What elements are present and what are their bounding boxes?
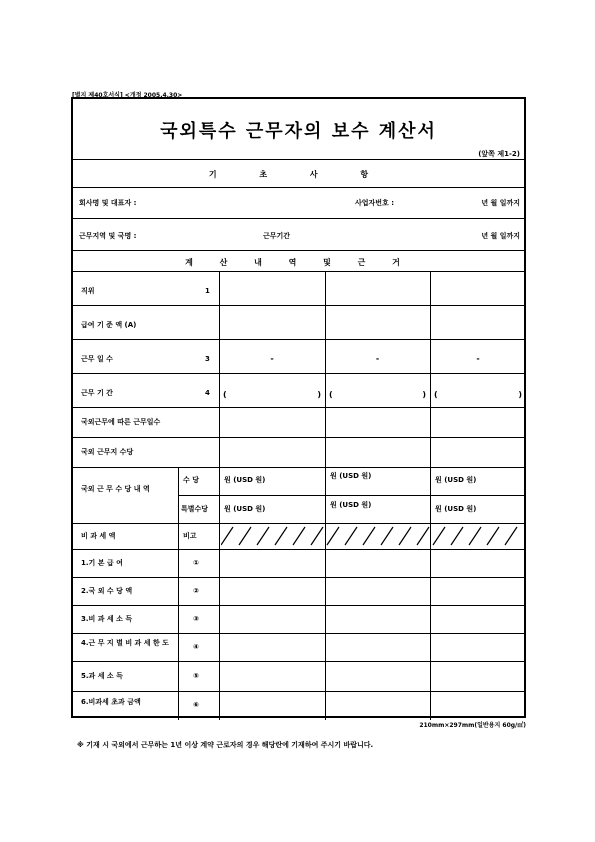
- lower-code-4: ④: [193, 643, 199, 651]
- allowance-cell: 원 (USD 원): [224, 476, 266, 484]
- rule: [73, 523, 524, 524]
- section-basic-heading: 기 초 사 항: [208, 170, 389, 179]
- allowance-sub-2: 특별수당: [181, 505, 209, 513]
- row-label-3: 근무 일 수: [81, 355, 113, 363]
- bracket-cell: ( ): [329, 390, 426, 399]
- sub-col-divider: [178, 467, 179, 720]
- business-no-label: 사업자번호 :: [355, 199, 395, 207]
- rule: [73, 218, 524, 219]
- row-code-1: 1: [205, 287, 210, 295]
- rule: [73, 187, 524, 188]
- lower-label-1: 1.기 본 급 여: [81, 559, 123, 567]
- lower-label-4: 4.근 무 지 별 비 과 세 한 도: [81, 639, 169, 647]
- location-label: 근무지역 및 국명 :: [79, 232, 137, 240]
- rule: [73, 159, 524, 160]
- form-number: (앞쪽 제1-2): [478, 150, 520, 158]
- allowance-cell: 원 (USD 원): [224, 505, 266, 513]
- period-label: 근무기간: [263, 232, 291, 240]
- rule: [178, 495, 524, 496]
- form-title: 국외특수 근무자의 보수 계산서: [160, 121, 437, 142]
- lower-code-5: ⑤: [193, 672, 199, 680]
- lower-code-1: ①: [193, 559, 199, 567]
- rule: [73, 339, 524, 340]
- form-reference: [별지 제40호서식] <개정 2005.4.30>: [72, 92, 183, 99]
- form-table: [71, 97, 526, 718]
- rule: [73, 250, 524, 251]
- date-until-2: 년 월 일까지: [481, 232, 520, 240]
- row-label-5: 국외근무에 따른 근무일수: [81, 418, 161, 426]
- rule: [73, 691, 524, 692]
- rule: [73, 271, 524, 272]
- rule: [73, 407, 524, 408]
- rule: [73, 437, 524, 438]
- bracket-cell: ( ): [223, 390, 321, 399]
- allowance-cell: 원 (USD 원): [330, 472, 372, 480]
- hatched-cells: [221, 525, 525, 547]
- lower-label-5: 5.과 세 소 득: [81, 672, 123, 680]
- dash-cell: -: [270, 354, 274, 363]
- bracket-cell: ( ): [434, 390, 522, 399]
- lower-label-2: 2.국 외 수 당 액: [81, 587, 133, 595]
- section-detail-heading: 계 산 내 역 및 근 거: [185, 258, 412, 267]
- rate-label: 비 과 세 액: [81, 532, 116, 540]
- rule: [73, 661, 524, 662]
- rule: [73, 605, 524, 606]
- lower-label-3: 3.비 과 세 소 득: [81, 615, 133, 623]
- lower-code-3: ③: [193, 615, 199, 623]
- rule: [73, 305, 524, 306]
- dash-cell: -: [476, 354, 480, 363]
- lower-code-6: ⑥: [193, 701, 199, 709]
- rule: [73, 549, 524, 550]
- paper-size-note: 210mm×297mm(일반용지 60g/㎡): [419, 722, 526, 729]
- rule: [73, 467, 524, 468]
- allowance-label: 국외 근 무 수 당 내 역: [81, 485, 150, 493]
- lower-code-2: ②: [193, 587, 199, 595]
- rate-code: 비고: [183, 532, 197, 540]
- rule: [73, 577, 524, 578]
- row-label-6: 국외 근무지 수당: [81, 448, 134, 456]
- dash-cell: -: [375, 354, 380, 363]
- allowance-cell: 원 (USD 원): [330, 501, 372, 509]
- rule: [73, 633, 524, 634]
- row-label-4: 근무 기 간: [81, 389, 113, 397]
- allowance-sub-1: 수 당: [183, 476, 199, 484]
- rule: [73, 373, 524, 374]
- date-until-1: 년 월 일까지: [481, 199, 520, 207]
- lower-label-6: 6.비과세 초과 금액: [81, 698, 141, 706]
- row-label-1: 직위: [81, 287, 95, 295]
- footnote: ※ 기재 시 국외에서 근무하는 1년 이상 계약 근로자의 경우 해당란에 기재하여 주시기 바랍니다.: [77, 741, 374, 749]
- allowance-cell: 원 (USD 원): [435, 505, 477, 513]
- allowance-cell: 원 (USD 원): [435, 476, 477, 484]
- row-label-2: 급여 기 준 액 (A): [81, 321, 137, 329]
- row-code-3: 3: [205, 355, 210, 363]
- row-code-4: 4: [205, 389, 210, 397]
- company-label: 회사명 및 대표자 :: [79, 199, 137, 207]
